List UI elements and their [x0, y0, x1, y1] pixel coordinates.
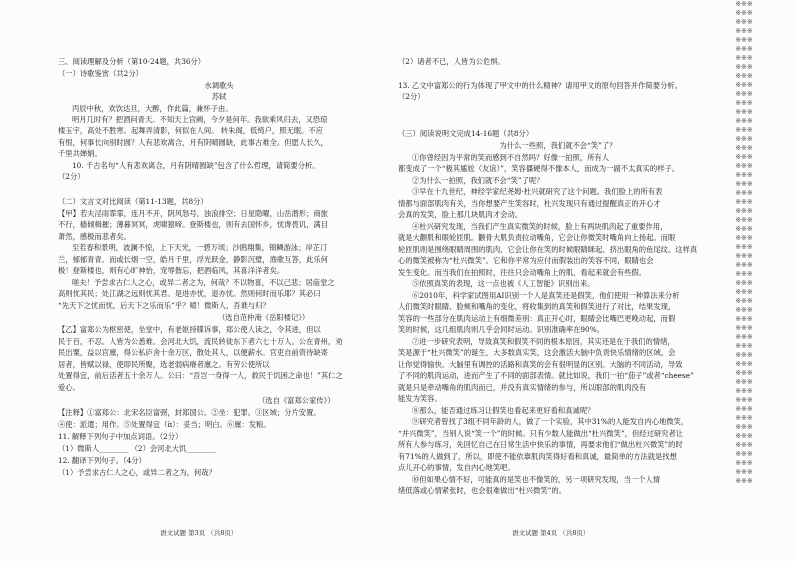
question-13: 13. 乙文中富郑公的行为体现了甲文中的什么精神？请用甲文的原句回答并作简要分析。	[398, 81, 682, 90]
passage-a-line: 至若春和景明，波澜不惊，上下天光，一碧万顷；沙鸥翔集，锦鳞游泳；岸芷汀	[72, 243, 328, 252]
annotation-line: 【注释】①富郑公：北宋名臣富弼，封郑国公。②坐：犯罪。③区域；分片安置。	[58, 408, 321, 417]
passage-a-line: “先天下之忧而忧，后天下之乐而乐”乎？噫！微斯人，吾谁与归？	[58, 301, 270, 310]
article-line: 就是大颧肌和眼轮匝肌。颧骨大肌负责拉动嘴角，它会让你微笑时嘴角向上扬起。而眼	[398, 233, 676, 242]
article-line: ⑧那么，能否通过练习让假笑也看起来更好看和真诚呢？	[412, 406, 595, 415]
passage-b-line: 民出粟，益以官廪，得公私庐舍十余万区，散处其人，以便薪水。官吏自前资待缺寄	[58, 348, 328, 357]
article-line: 点儿开心的事情，发自内心地笑吧。	[398, 463, 515, 472]
question-10-score: （2分）	[58, 172, 85, 181]
subsection-classical: （二）文言文对比阅读（第11-13题，共8分）	[58, 197, 208, 206]
question-13-score: （2分）	[398, 92, 425, 101]
poem-line: 有恨，何事长向别时圆？人有悲欢离合，月有阴晴圆缺，此事古难全。但愿人长久，	[58, 138, 328, 147]
passage-a-line: 兰，郁郁青青。而或长烟一空，皓月千里，浮光跃金，静影沉璧，渔歌互答，此乐何	[58, 255, 328, 264]
article-line: 就是只是牵动嘴角的肌肉而已，并没有真实情绪的参与，所以眼部的肌肉没有	[398, 383, 647, 392]
article-line: ①你曾经因为平常的笑而感到不自然吗？好像一拍照，所有人	[412, 153, 610, 162]
article-line: 发生变化。而当我们在拍照时，往往只会动嘴角上的肌，看起来就会有些假。	[398, 268, 647, 277]
passage-b-line: 民于百，不忍。人皆为公悉难。会河北大饥，流民转徙东下者六七十万人。公在青州，劝	[58, 337, 343, 346]
passage-a-line: 极！登斯楼也，则有心旷神怡，宠辱偕忘，把酒临风，其喜洋洋者矣。	[58, 266, 285, 275]
article-line: ②为什么一拍照，我们就不会“笑”了呢？	[412, 176, 544, 185]
question-12: 12. 翻译下列句子。（4分）	[58, 456, 146, 465]
passage-a-line: 嗟夫！予尝求古仁人之心，或异二者之为，何哉？不以物喜，不以己悲；居庙堂之	[72, 278, 335, 287]
passage-a-line: 高则忧其民；处江湖之远则忧其君。是进亦忧，退亦忧。然则何时而乐耶？其必曰	[58, 289, 321, 298]
article-line: 绪低落或心情紧张时，也会很难做出“杜兴微笑”的。	[398, 486, 566, 495]
article-line: ⑨研究者曾找了3组不同年龄的人，做了一个实验，其中31%的人能发自内心地微笑，	[412, 417, 689, 426]
passage-b-line: 处置得宜，前后活者五十余万人。公曰：“吾岂一身得一人，救民于饥困之命也！”其仁之	[58, 371, 343, 380]
question-11-items: （1）微斯人________ （2）会河北大饥________	[58, 444, 216, 453]
article-line: 了不同的肌肉运动，进而产生了不同的面部表情。就比如说，我们一拍“茄子”或者“cheese”	[398, 371, 694, 380]
poem-author: 苏轼	[211, 92, 227, 101]
article-line: 能发为笑容。	[398, 394, 442, 403]
passage-a-line: 【甲】若夫淫雨霏霏，连月不开，阴风怒号，浊浪排空；日星隐曜，山岳潜形；商旅	[58, 209, 328, 218]
article-line: 有71%的人做到了，所以，即使不能依靠肌肉笑得好看和真诚，最简单的方法就是找想	[398, 452, 677, 461]
question-12-item: （1）予尝求古仁人之心，或异二者之为，何哉？	[58, 468, 216, 477]
article-line: “并兴微笑”，当别人说“笑一个”的时候。只有少数人能做出“杜兴微笑”，但经过研究者让	[398, 429, 684, 438]
section-title: 三、阅读理解及分析（第10-24题，共36分）	[58, 57, 206, 66]
article-line: 所有人参与练习，先回忆自己在日常生活中快乐的事情，再要求他们“做出杜兴微笑”的时	[398, 440, 683, 449]
article-line: ③早在十九世纪，神经学家纪尧姆·杜兴就研究了这个问题。我们脸上的所有表	[412, 187, 663, 196]
article-line: ⑦进一步研究表明，导致真笑和假笑不同的根本原因，其实还是在于我们的情绪，	[412, 337, 675, 346]
poem-line: 千里共婵娟。	[58, 149, 102, 158]
article-line: 都变成了一个“极其尴尬（友谊）”，笑容僵硬得不像本人，而成为一副不太真实的样子。	[398, 164, 680, 173]
article-title: 为什么一些照，我们就不会“笑”了？	[499, 141, 617, 150]
subsection-poetry: （一）诗歌鉴赏（共2分）	[58, 69, 143, 78]
article-line: 会真的发笑，脸上那几块肌肉才会动。	[398, 210, 523, 219]
passage-b-line: 居者，皆赋以禄，使即民所聚，选老弱病瘠者廪之。有劳公使所以	[58, 360, 270, 369]
poem-line: 明月几时有？把酒问青天。不知天上宫阙，今夕是何年。我欲乘风归去，又恐琼	[72, 115, 328, 124]
page-footer-right: 语文试题 第4页 （共8页）	[512, 529, 590, 537]
article-line: 轮匝肌则是围绕眼睛周围的肌肉，它会让你在笑的时候眼睛眯起、挤出眼角的鱼尾纹。这样真	[398, 245, 698, 254]
article-line: 笑容的一些部分在肌肉运动上有细微差别：真正开心时，眼睛会比嘴巴更晚动起，而假	[398, 314, 676, 323]
article-line: 让你觉得愉快。大脑里有调控的活路和真笑的会有很明显的区别。大脑的不同活动，导致	[398, 360, 683, 369]
page-footer-left: 语文试题 第3页 （共8页）	[160, 529, 238, 537]
article-line: 笑的时候，这几组肌肉则几乎会同时运动。识别准确率在90%。	[398, 325, 604, 334]
question-12-item: （2）诸者不已，人皆为公危惧。	[398, 57, 505, 66]
question-11: 11. 解释下列句子中加点词语。（2分）	[58, 432, 183, 441]
article-line: 笑是源于“杜兴微笑”的诞生，大多数真实笑，这会激活大脑中负责快乐情绪的区域，会	[398, 348, 676, 357]
passage-a-source: （选自范仲淹《岳阳楼记》）	[218, 313, 310, 322]
annotation-line: ④使：派遣；用作。⑤处置得宜（ɑ̀）：妥当；明白。⑥廪：发粮。	[58, 420, 271, 429]
article-line: 人们微笑时眼睛、脸颊和嘴角的变化，将收集到的真笑和假笑进行了对比，结果发现，	[398, 302, 676, 311]
poem-preface: 丙辰中秋，欢饮达旦，大醉，作此篇，兼怀子由。	[72, 104, 233, 113]
article-line: ⑤依照真笑的表现，这一点也被《人工智能》识别出来。	[412, 279, 595, 288]
passage-a-line: 不行，樯倾楫摧；薄暮冥冥，虎啸猿啼。登斯楼也，则有去国怀乡，忧谗畏讥，满目	[58, 220, 328, 229]
question-10: 10. 千古名句“人有悲欢离合，月有阴晴圆缺”包含了什么哲理，请简要分析。	[72, 161, 320, 170]
article-line: ⑥2010年，科学家试图用AI识别一个人是真笑还是假笑，他们使用一种算法来分析	[412, 291, 680, 300]
passage-b-line: 爱心。	[58, 383, 80, 392]
article-line: 情都与面部肌肉有关，当你想要产生笑容时，杜兴发现只有通过提醒真正的开心才	[398, 199, 661, 208]
article-line: ⑩但如果心情不好，可能真的是笑也不像笑的，另一项研究发现，当一个人情	[412, 475, 661, 484]
subsection-expository: （三）阅读说明文完成14-16题（共8分）	[398, 129, 534, 138]
poem-title: 水调歌头	[204, 81, 234, 90]
passage-b-line: 【乙】富郑公为枢密使，坐堂中，有老妪持牒诉事，郑公使人读之，令其进，但以	[58, 325, 321, 334]
poem-line: 楼玉宇，高处不胜寒。起舞弄清影，何似在人间。 转朱阁，低绮户，照无眠。不应	[58, 126, 324, 135]
passage-b-source: （选自《富郑公家传》）	[258, 396, 335, 405]
article-line: ④杜兴研究发现，当我们产生真实微笑的时候，脸上有两块肌肉起了重要作用，	[412, 222, 668, 231]
binding-margin-marks: ※※※※※※※※※※※※※※※※※※※※※※※※※※※※※※※※※※※※※※※※※※※※※※※※※※※※※※※※※※※※※※※※※※※※※※※※※※※※※※※※※※※※※※※※※※※※※※※※※※※※※※※※※※※※※※※※※※※※※※※※※※※※※※※※※※※※※※※※※※※※※※※※※※※※※※※※※※※※※※※※※※	[735, 0, 753, 485]
passage-a-line: 萧然，感极而悲者矣。	[58, 232, 131, 241]
article-line: 心的微笑被称为“杜兴微笑”。它和你平常为应付而假装出的笑容不同，眼睛也会	[398, 256, 654, 265]
